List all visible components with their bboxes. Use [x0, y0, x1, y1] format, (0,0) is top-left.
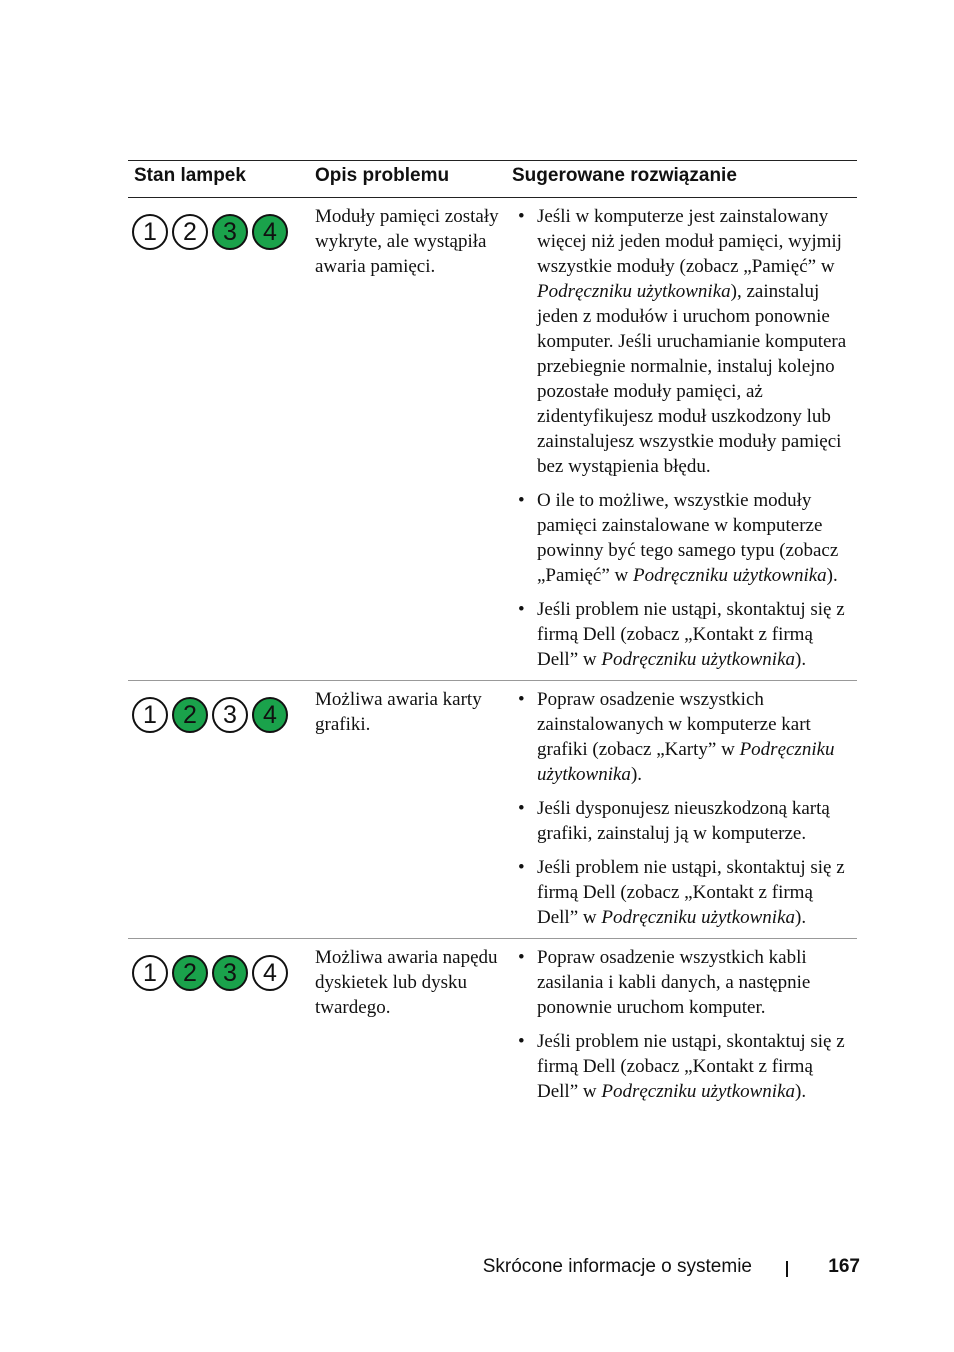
problem-description: Moduły pamięci zostały wykryte, ale wystąpiła awaria pamięci.	[315, 206, 499, 277]
bullet-icon: •	[518, 857, 525, 878]
footer-separator	[786, 1261, 788, 1277]
table-row	[128, 681, 857, 939]
page-number: 167	[828, 1256, 860, 1277]
suggested-solutions	[515, 681, 857, 938]
page-footer	[0, 1256, 954, 1286]
suggested-solutions	[515, 939, 857, 1112]
solution-item	[515, 204, 857, 479]
table-row	[128, 939, 857, 1112]
solution-item	[515, 855, 857, 930]
solution-text: Popraw osadzenie wszystkich kabli zasilania i kabli danych, a następnie ponownie uruchom komputer.	[537, 947, 811, 1018]
diagnostic-light-4-on: 4	[252, 697, 288, 733]
diagnostic-light-1-off: 1	[132, 697, 168, 733]
solution-item	[515, 687, 857, 787]
solution-text: Jeśli problem nie ustąpi, skontaktuj się z firmą Dell (zobacz „Kontakt z firmą Dell” w Podręczniku użytkownika).	[537, 599, 845, 670]
problem-description: Możliwa awaria karty grafiki.	[315, 689, 482, 735]
solution-item	[515, 597, 857, 672]
diagnostic-light-2-off: 2	[172, 214, 208, 250]
solution-item	[515, 1029, 857, 1104]
bullet-icon: •	[518, 689, 525, 710]
table-body	[128, 198, 857, 1112]
header-suggested-solution: Sugerowane rozwiązanie	[512, 165, 737, 186]
table-header	[128, 160, 857, 198]
diagnostic-light-2-on: 2	[172, 955, 208, 991]
diagnostic-light-3-on: 3	[212, 955, 248, 991]
bullet-icon: •	[518, 798, 525, 819]
bullet-icon: •	[518, 206, 525, 227]
solution-text: O ile to możliwe, wszystkie moduły pamięci zainstalowane w komputerze powinny być tego samego typu (zobacz „Pamięć” w Podręczniku użytkownika).	[537, 490, 839, 586]
footer-section-title: Skrócone informacje o systemie	[482, 1256, 752, 1277]
solution-item	[515, 488, 857, 588]
bullet-icon: •	[518, 599, 525, 620]
header-light-status: Stan lampek	[134, 165, 246, 186]
bullet-icon: •	[518, 947, 525, 968]
solution-text: Popraw osadzenie wszystkich zainstalowanych w komputerze kart grafiki (zobacz „Karty” w Podręczniku użytkownika).	[537, 689, 835, 785]
suggested-solutions	[515, 198, 857, 680]
diagnostic-light-3-on: 3	[212, 214, 248, 250]
diagnostic-light-3-off: 3	[212, 697, 248, 733]
diagnostic-light-1-off: 1	[132, 214, 168, 250]
diagnostic-light-4-on: 4	[252, 214, 288, 250]
solution-text: Jeśli problem nie ustąpi, skontaktuj się z firmą Dell (zobacz „Kontakt z firmą Dell” w Podręczniku użytkownika).	[537, 1031, 845, 1102]
diagnostic-lights-table	[128, 160, 857, 1112]
solution-text: Jeśli w komputerze jest zainstalowany więcej niż jeden moduł pamięci, wyjmij wszystkie moduły (zobacz „Pamięć” w Podręczniku użytkownika), zainstaluj jeden z modułów i uruchom ponownie komputer. Jeśli uruchamianie komputera przebiegnie normalnie, instaluj kolejno pozostałe moduły pamięci, aż zidentyfikujesz moduł uszkodzony lub zainstalujesz wszystkie moduły pamięci bez wystąpienia błędu.	[537, 206, 847, 477]
diagnostic-light-2-on: 2	[172, 697, 208, 733]
diagnostic-light-1-off: 1	[132, 955, 168, 991]
problem-description: Możliwa awaria napędu dyskietek lub dysku twardego.	[315, 947, 498, 1018]
solution-item	[515, 796, 857, 846]
solution-text: Jeśli dysponujesz nieuszkodzoną kartą grafiki, zainstaluj ją w komputerze.	[537, 798, 830, 844]
diagnostic-light-4-off: 4	[252, 955, 288, 991]
table-row	[128, 198, 857, 681]
solution-item	[515, 945, 857, 1020]
solution-text: Jeśli problem nie ustąpi, skontaktuj się z firmą Dell (zobacz „Kontakt z firmą Dell” w Podręczniku użytkownika).	[537, 857, 845, 928]
bullet-icon: •	[518, 490, 525, 511]
header-problem-description: Opis problemu	[315, 165, 450, 186]
bullet-icon: •	[518, 1031, 525, 1052]
